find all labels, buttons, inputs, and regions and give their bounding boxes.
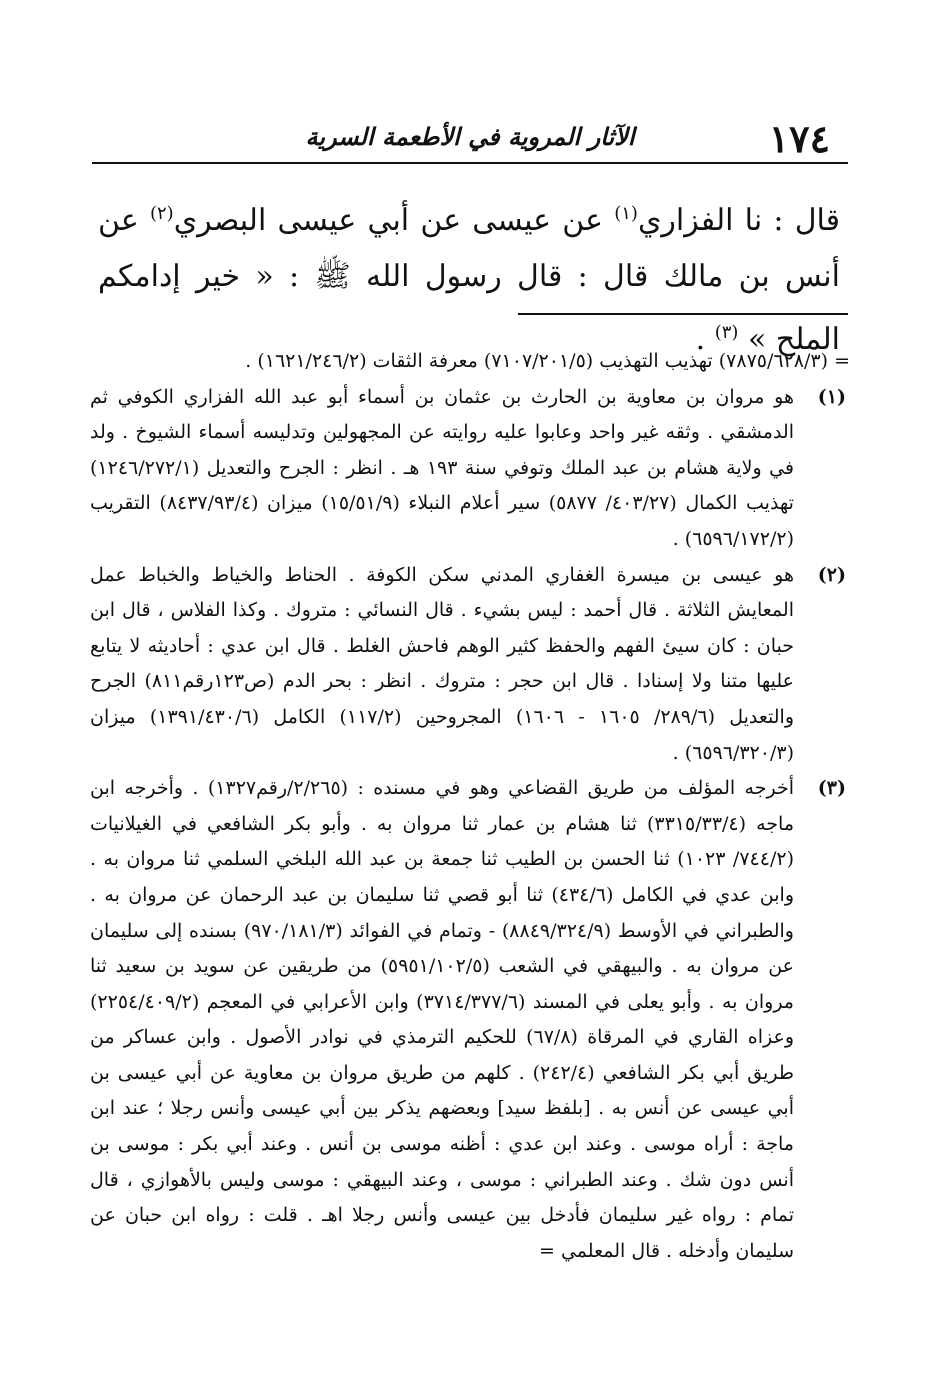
footnote-2	[90, 558, 850, 772]
footnote-ref-3: (٣)	[714, 322, 739, 343]
footnotes	[90, 344, 850, 1269]
footnote-text: هو مروان بن معاوية بن الحارث بن عثمان بن أسماء أبو عبد الله الفزاري الكوفي ثم الدمشقي . وثقه غير واحد وعابوا عليه روايته عن المجهولين وتدليسه أسماء الشيوخ . ولد في ولاية هشام بن عبد الملك وتوفي سنة ١٩٣ هـ . انظر : الجرح والتعديل (١٢٤٦/٢٧٢/١) تهذيب الكمال (٤٠٣/٢٧/ ٥٨٧٧) سير أعلام النبلاء (١٥/٥١/٩) ميزان (٨٤٣٧/٩٣/٤) التقريب (٦٥٩٦/١٧٢/٢) .	[90, 385, 794, 550]
footnote-number: (٢)	[817, 563, 846, 586]
footnote-text: هو عيسى بن ميسرة الغفاري المدني سكن الكوفة . الحناط والخياط والخباط عمل المعايش الثلاثة . قال أحمد : ليس بشيء . قال النسائي : متروك . وكذا الفلاس ، قال ابن حبان : كان سيئ الفهم والحفظ كثير الوهم فاحش الغلط . قال ابن عدي : أحاديثه لا يتابع عليها متنا ولا إسنادا . قال ابن حجر : متروك . انظر : بحر الدم (ص١٢٣رقم٨١١) الجرح والتعديل (٢٨٩/٦/ ١٦٠٥ - ١٦٠٦) المجروحين (١١٧/٢) الكامل (١٣٩١/٤٣٠/٦) ميزان (٦٥٩٦/٣٢٠/٣) .	[90, 563, 795, 764]
footnote-number: (١)	[817, 385, 846, 408]
footnote-continuation: = (٧٨٧٥/٦٢٨/٣) تهذيب التهذيب (٧١٠٧/٢٠١/٥) معرفة الثقات (١٦٢١/٢٤٦/٢) .	[245, 350, 850, 372]
footnote-divider	[518, 313, 848, 315]
running-title: الآثار المروية في الأطعمة السرية	[305, 122, 635, 151]
footnote-text: أخرجه المؤلف من طريق القضاعي وهو في مسنده : (٢/٢٦٥/رقم١٣٢٧) . وأخرجه ابن ماجه (٣٣١٥/٣٣/٤) ثنا هشام بن عمار ثنا مروان به . وأبو بكر الشافعي في الغيلانيات (٧٤٤/٢/ ١٠٢٣) ثنا الحسن بن الطيب ثنا جمعة بن عبد الله البلخي السلمي ثنا مروان به . وابن عدي في الكامل (٤٣٤/٦) ثنا أبو قصي ثنا سليمان بن عبد الرحمان عن مروان به . والطبراني في الأوسط (٨٨٤٩/٣٢٤/٩) - وتمام في الفوائد (٩٧٠/١٨١/٣) بسنده إلى سليمان عن مروان به . والبيهقي في الشعب (٥٩٥١/١٠٢/٥) من طريقين عن سويد بن سعيد ثنا مروان به . وأبو يعلى في المسند (٣٧١٤/٣٧٧/٦) وابن الأعرابي في المعجم (٢٢٥٤/٤٠٩/٢) وعزاه القاري في المرقاة (٦٧/٨) للحكيم الترمذي في نوادر الأصول . وابن عساكر من طريق أبي بكر الشافعي (٢٤٢/٤) . كلهم من طريق مروان بن معاوية عن أبي عيسى بن أبي عيسى عن أنس به . [بلفظ سيد] وبعضهم يذكر بين أبي عيسى وأنس رجلا ؛ عند ابن ماجة : أراه موسى . وعند ابن عدي : أظنه موسى بن أنس . وعند أبي بكر : موسى بن أنس دون شك . وعند الطبراني : موسى ، وعند البيهقي : موسى وليس بالأهوازي ، قال تمام : رواه غير سليمان فأدخل بين عيسى وأنس رجلا اهـ . قلت : رواه ابن حبان عن سليمان وأدخله . قال المعلمي =	[90, 777, 795, 1262]
page-number: ١٧٤	[768, 116, 830, 161]
hadith-part-2: عن عيسى عن أبي عيسى البصري	[173, 203, 615, 238]
page-header	[92, 112, 848, 166]
hadith-part-3: عن أنس بن مالك قال : قال رسول الله ﷺ : « خير إدامكم الملح »	[98, 203, 840, 357]
footnote-1	[90, 380, 850, 558]
hadith-part-1: قال : نا الفزاري	[637, 203, 840, 238]
footnote-3	[90, 771, 850, 1269]
hadith-text	[98, 186, 840, 368]
hadith-part-4: .	[695, 322, 715, 357]
footnote-ref-1: (١)	[614, 203, 638, 224]
footnote-number: (٣)	[817, 777, 846, 800]
header-rule	[92, 162, 848, 164]
footnote-ref-2: (٢)	[149, 203, 174, 224]
